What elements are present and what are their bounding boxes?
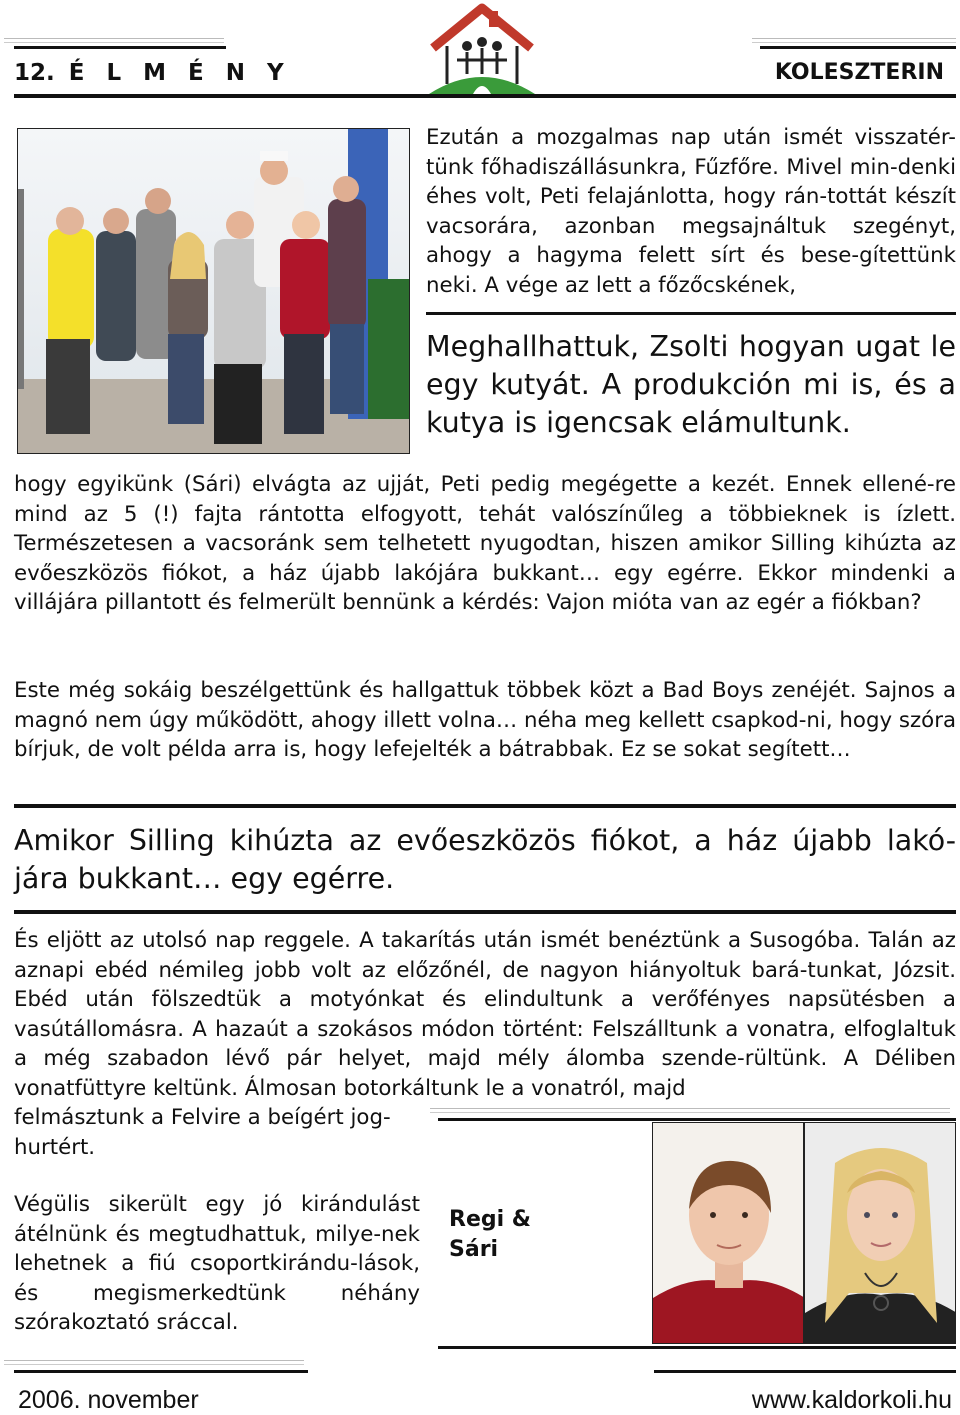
paragraph-4: Végülis sikerült egy jó kirándulást átélnünk és megtudhattuk, milye-nek lehetnek a fiú csoportkirándu-lások, és megismerkedtünk néhány szórakoztató sráccal.: [14, 1192, 420, 1336]
authors-box-rule-bottom: [438, 1346, 956, 1349]
paragraph-1: hogy egyikünk (Sári) elvágta az ujját, Peti pedig megégette a kezét. Ennek ellené-re mind az 5 (!) fajta rántotta elfogyott, tehát valószínűleg a többieknek is ízlett. Természetesen a vacsoránk sem telhetett nyugodtan, hiszen amikor Silling kihúzta az evőeszközös fiókot, a ház újabb lakójára bukkant… egy egérre. Ekkor mindenki a villájára pillantott és felmerült bennünk a kérdés: Vajon mióta van az egér a fiókban?: [14, 472, 956, 616]
intro-paragraph: Ezután a mozgalmas nap után ismét visszatér-tünk főhadiszállásunkra, Fűzfőre. Mivel min-denki éhes volt, Peti felajánlotta, hogy rán-tottát készít vacsorára, azonban megsajnáltuk szegényt, ahogy a hagyma felett sírt és bese-gítettünk neki. A vége az lett a főzőcskének,: [426, 125, 956, 298]
pullquote-top: Meghallhattuk, Zsolti hogyan ugat le egy kutyát. A produkción mi is, és a kutya is igencsak elámultunk.: [426, 330, 956, 439]
page-number: 12.: [14, 60, 55, 86]
footer-date: 2006. november: [18, 1386, 199, 1414]
footer-rule-right: [654, 1370, 956, 1373]
footer-rule-left: [14, 1370, 308, 1373]
section-title: É L M É N Y: [68, 60, 291, 86]
pullquote-mid: Amikor Silling kihúzta az evőeszközös fiókot, a ház újabb lakó-jára bukkant… egy egérre.: [14, 824, 956, 895]
paragraph-3: És eljött az utolsó nap reggele. A takarítás után ismét benéztünk a Susogóba. Talán az aznapi ebéd némileg jobb volt az előzőnél, de nagyon hiányoltuk bará-tunkat, Józsit. Ebéd után fölszedtük a motyónkat és elindultunk a verőfényes napsütésben a vasútállomásra. A hazaút a szokásos módon történt: Felszálltunk a vonatra, elfoglaltuk a még szabadon lévő pár helyet, majd mély álomba szende-rültünk. A Déliben vonatfüttyre keltünk. Álmosan botorkáltunk le a vonatról, majd: [14, 928, 956, 1101]
category-title: KOLESZTERIN: [774, 60, 944, 85]
group-photo: [17, 128, 410, 454]
page-header-left: [14, 60, 291, 86]
authors-box-rule-top: [438, 1118, 956, 1121]
authors-label: Regi & Sári: [449, 1207, 531, 1262]
pullquote-mid-rule-top: [14, 804, 956, 808]
portrait-regi: [652, 1122, 804, 1344]
portrait-sari: [804, 1122, 956, 1344]
pullquote-mid-rule-bottom: [14, 910, 956, 914]
paragraph-2: Este még sokáig beszélgettünk és hallgattuk többek közt a Bad Boys zenéjét. Sajnos a magnó nem úgy működött, ahogy illett volna… néha meg kellett csapkod-ni, hogy szóra bírjuk, de volt példa arra is, hogy lefejelték a bátrabbak. Ez se sokat segített…: [14, 678, 956, 763]
house-logo-icon: [425, 2, 539, 98]
footer-website-link[interactable]: www.kaldorkoli.hu: [751, 1386, 952, 1414]
pullquote-top-rule: [426, 312, 956, 315]
paragraph-3-tail: felmásztunk a Felvire a beígért jog-hurtért.: [14, 1105, 391, 1160]
